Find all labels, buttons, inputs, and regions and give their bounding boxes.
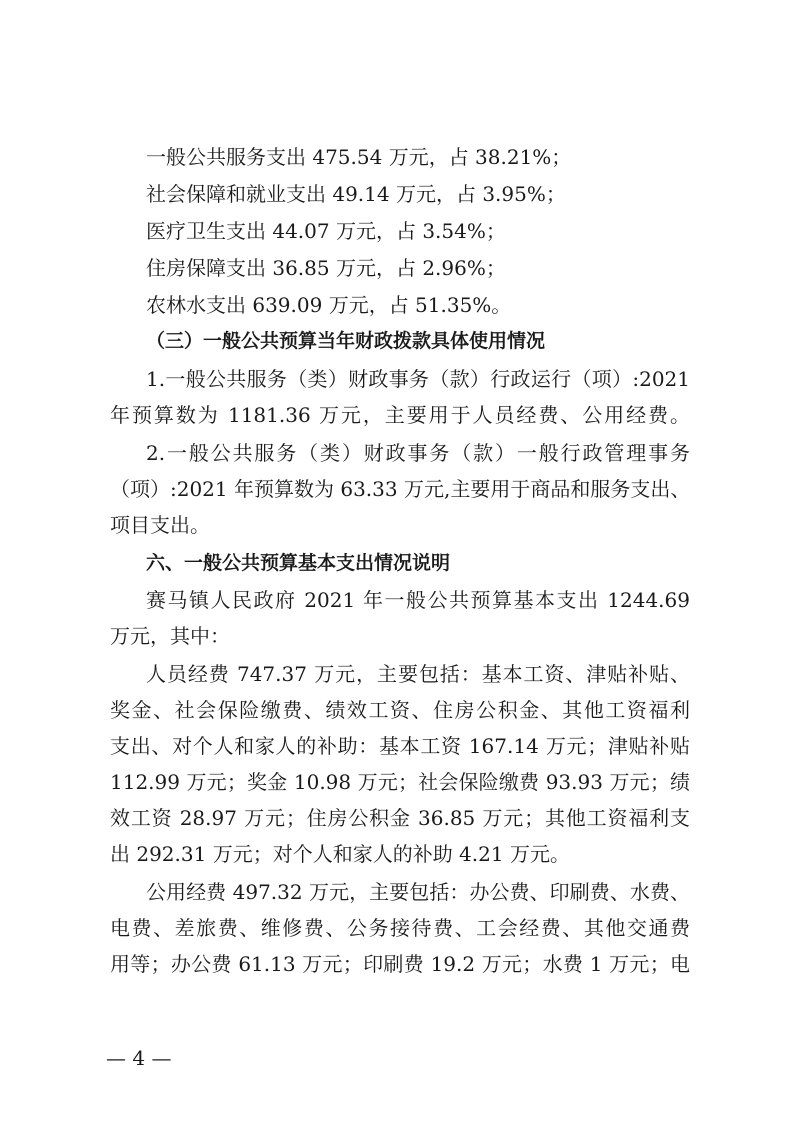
section-heading: （三）一般公共预算当年财政拨款具体使用情况 bbox=[146, 330, 546, 352]
section-heading: 六、一般公共预算基本支出情况说明 bbox=[146, 552, 451, 574]
paragraph-line: 人员经费 747.37 万元，主要包括：基本工资、津贴补贴、 bbox=[146, 662, 690, 686]
paragraph-line: 电费、差旅费、维修费、公务接待费、工会经费、其他交通费 bbox=[110, 916, 690, 940]
list-item: 社会保障和就业支出 49.14 万元，占 3.95%； bbox=[146, 182, 566, 206]
paragraph-line: 公用经费 497.32 万元，主要包括：办公费、印刷费、水费、 bbox=[146, 880, 690, 904]
list-item: 住房保障支出 36.85 万元，占 2.96%； bbox=[146, 256, 506, 280]
list-item: 医疗卫生支出 44.07 万元，占 3.54%； bbox=[146, 219, 506, 243]
paragraph-line: 效工资 28.97 万元；住房公积金 36.85 万元；其他工资福利支 bbox=[110, 806, 690, 830]
paragraph-line: 支出、对个人和家人的补助：基本工资 167.14 万元；津贴补贴 bbox=[110, 734, 690, 758]
paragraph-line: 赛马镇人民政府 2021 年一般公共预算基本支出 1244.69 bbox=[146, 588, 690, 612]
paragraph-line: 用等；办公费 61.13 万元；印刷费 19.2 万元；水费 1 万元；电 bbox=[110, 952, 690, 976]
paragraph-line: 万元，其中： bbox=[110, 624, 230, 648]
paragraph-line: 项目支出。 bbox=[110, 513, 210, 537]
list-item: 一般公共服务支出 475.54 万元，占 38.21%； bbox=[146, 145, 572, 169]
paragraph-line: 1.一般公共服务（类）财政事务（款）行政运行（项）:2021 bbox=[146, 367, 690, 391]
paragraph-line: 年预算数为 1181.36 万元，主要用于人员经费、公用经费。 bbox=[110, 403, 690, 427]
paragraph-line: 112.99 万元；奖金 10.98 万元；社会保险缴费 93.93 万元；绩 bbox=[110, 770, 690, 794]
paragraph-line: 出 292.31 万元；对个人和家人的补助 4.21 万元。 bbox=[110, 842, 570, 866]
page-number: — 4 — bbox=[106, 1046, 172, 1070]
paragraph-line: 奖金、社会保险缴费、绩效工资、住房公积金、其他工资福利 bbox=[110, 698, 690, 722]
paragraph-line: （项）:2021 年预算数为 63.33 万元,主要用于商品和服务支出、 bbox=[110, 477, 690, 501]
paragraph-line: 2.一般公共服务（类）财政事务（款）一般行政管理事务 bbox=[146, 441, 690, 465]
list-item: 农林水支出 639.09 万元，占 51.35%。 bbox=[146, 293, 512, 317]
